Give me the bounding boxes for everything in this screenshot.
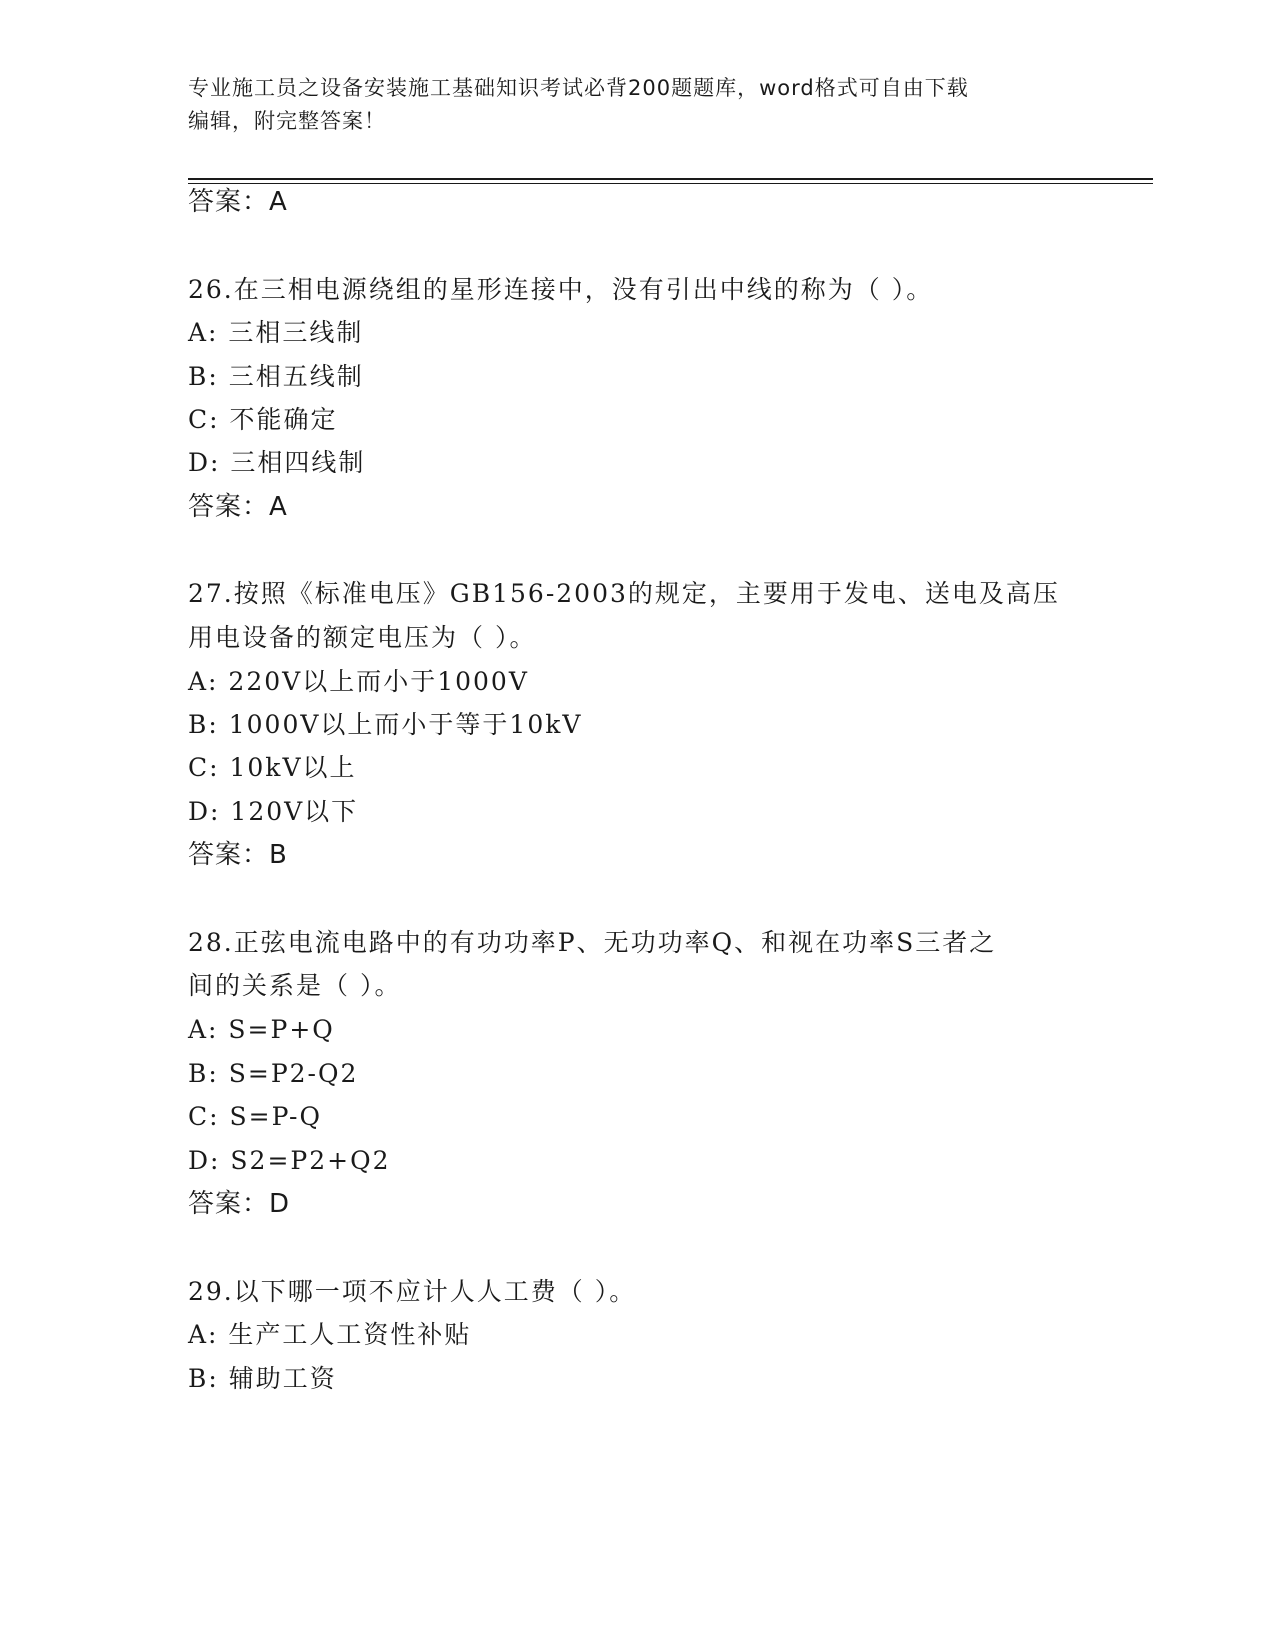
question-28-stem-line2: 间的关系是（ ）。	[188, 971, 402, 1000]
question-29-stem: 29.以下哪一项不应计人人工费（ ）。	[188, 1277, 637, 1306]
question-27-stem-line1: 27.按照《标准电压》GB156-2003的规定，主要用于发电、送电及高压	[188, 579, 1060, 608]
question-27-stem-line2: 用电设备的额定电压为（ ）。	[188, 623, 537, 652]
document-header	[188, 72, 1088, 138]
header-divider-thin	[188, 183, 1153, 184]
question-26-option-b: B: 三相五线制	[188, 362, 364, 391]
question-28-answer: 答案：D	[188, 1189, 291, 1219]
question-27-answer: 答案：B	[188, 840, 288, 870]
question-26-option-c: C: 不能确定	[188, 405, 338, 434]
question-26-answer: 答案：A	[188, 492, 288, 522]
header-title-line2: 编辑，附完整答案！	[188, 109, 386, 133]
question-27-option-a: A: 220V以上而小于1000V	[188, 667, 529, 696]
question-26-option-a: A: 三相三线制	[188, 318, 364, 347]
answer-25: 答案：A	[188, 187, 288, 217]
question-29-option-b: B: 辅助工资	[188, 1364, 337, 1393]
header-title-line1: 专业施工员之设备安装施工基础知识考试必背200题题库，word格式可自由下载	[188, 76, 969, 100]
question-28-option-b: B: S=P2-Q2	[188, 1059, 359, 1088]
question-27-option-d: D: 120V以下	[188, 797, 359, 826]
question-28-option-d: D: S2=P2+Q2	[188, 1146, 391, 1175]
question-28-option-c: C: S=P-Q	[188, 1102, 322, 1131]
question-27-option-c: C: 10kV以上	[188, 753, 357, 782]
question-28-option-a: A: S=P+Q	[188, 1015, 335, 1044]
header-divider-thick	[188, 178, 1153, 180]
question-27-option-b: B: 1000V以上而小于等于10kV	[188, 710, 583, 739]
question-26-option-d: D: 三相四线制	[188, 448, 366, 477]
question-26-stem: 26.在三相电源绕组的星形连接中，没有引出中线的称为（ ）。	[188, 275, 934, 304]
question-29-option-a: A: 生产工人工资性补贴	[188, 1320, 472, 1349]
question-28-stem-line1: 28.正弦电流电路中的有功功率P、无功功率Q、和视在功率S三者之	[188, 928, 997, 957]
